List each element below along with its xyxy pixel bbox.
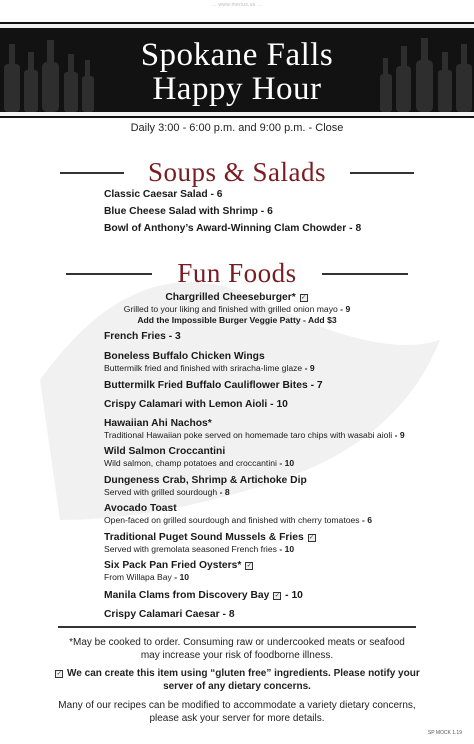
gf-line-2: server of any dietary concerns.	[163, 680, 311, 692]
item-name: Boneless Buffalo Chicken Wings	[104, 351, 265, 362]
list-item	[104, 474, 444, 498]
soups-list	[104, 188, 444, 240]
item-name: Hawaiian Ahi Nachos*	[104, 417, 212, 429]
item-description: Served with grilled sourdough - 8	[104, 486, 230, 497]
item-description: From Willapa Bay - 10	[104, 572, 190, 582]
list-item	[104, 559, 444, 583]
item-name: Crispy Calamari Caesar	[104, 608, 220, 620]
item-name: Blue Cheese Salad with Shrimp	[104, 206, 258, 217]
dietary-line-1: Many of our recipes can be modified to accommodate a variety dietary concerns,	[58, 700, 416, 711]
item-description: Buttermilk fried and finished with sriracha-lime glaze - 9	[104, 363, 315, 373]
list-item: Blue Cheese Salad with Shrimp - 6	[104, 206, 273, 217]
raw-food-disclaimer	[0, 637, 474, 662]
disclaimer-line-2: may increase your risk of foodborne illness.	[140, 649, 334, 661]
item-price: 9	[345, 304, 351, 314]
item-name: Manila Clams from Discovery Bay	[104, 589, 270, 601]
item-price: 8	[228, 608, 235, 620]
header-banner	[0, 24, 474, 116]
header-rule-right	[322, 273, 408, 275]
item-name: French Fries	[104, 331, 166, 342]
list-item: French Fries - 3	[104, 331, 181, 342]
item-price: 6	[216, 189, 223, 200]
title-line-2: Happy Hour	[152, 71, 322, 107]
happy-hour-schedule: Daily 3:00 - 6:00 p.m. and 9:00 p.m. - Close	[130, 122, 344, 134]
item-description: Grilled to your liking and finished with grilled onion mayo - 9	[123, 304, 351, 314]
list-item	[104, 350, 444, 374]
item-name: Six Pack Pan Fried Oysters*	[104, 560, 242, 571]
item-price: 9	[309, 363, 315, 373]
list-item: Buttermilk Fried Buffalo Cauliflower Bites - 7	[104, 379, 323, 391]
item-name: Dungeness Crab, Shrimp & Artichoke Dip	[104, 474, 307, 486]
item-price: 10	[284, 458, 295, 468]
list-item: Crispy Calamari with Lemon Aioli - 10	[104, 398, 288, 410]
item-price: 10	[276, 398, 288, 410]
checkbox-icon: ✓	[274, 592, 280, 599]
item-price: 10	[284, 543, 295, 554]
cheeseburger-item	[0, 291, 474, 325]
dietary-note	[0, 700, 474, 725]
gluten-free-note	[0, 668, 474, 693]
list-item: Manila Clams from Discovery Bay ✓ - 10	[104, 589, 303, 601]
item-price: 10	[291, 589, 303, 601]
item-name: Bowl of Anthony’s Award-Winning Clam Chowder	[104, 223, 347, 234]
item-price: 6	[367, 515, 373, 525]
item-price: 8	[355, 223, 362, 234]
item-addon: Add the Impossible Burger Veggie Patty - Add $3	[137, 314, 337, 325]
soups-section-header	[0, 157, 474, 187]
header-rule-right	[350, 172, 414, 174]
list-item	[104, 445, 444, 469]
list-item: Classic Caesar Salad - 6	[104, 189, 223, 200]
title-line-1: Spokane Falls	[140, 37, 334, 73]
item-name: Chargrilled Cheeseburger*	[165, 292, 296, 303]
checkbox-icon: ✓	[301, 295, 307, 301]
dietary-line-2: please ask your server for more details.	[149, 712, 325, 724]
list-item: Bowl of Anthony’s Award-Winning Clam Chowder - 8	[104, 223, 362, 234]
item-price: 10	[179, 572, 190, 582]
item-description: Wild salmon, champ potatoes and croccantini - 10	[104, 458, 295, 468]
soups-section-title: Soups & Salads	[147, 157, 327, 187]
item-price: 7	[316, 379, 323, 391]
fun-foods-list	[104, 330, 444, 626]
item-description: Served with gremolata seasoned French fries - 10	[104, 543, 295, 554]
mock-code: SP MOCK 1.19	[427, 730, 462, 736]
page-title	[0, 38, 474, 106]
list-item	[104, 417, 444, 441]
item-name: Crispy Calamari with Lemon Aioli	[104, 398, 268, 410]
item-description: Open-faced on grilled sourdough and finished with cherry tomatoes - 6	[104, 515, 373, 525]
checkbox-icon: ✓	[246, 563, 252, 569]
list-item	[104, 502, 444, 526]
checkbox-icon: ✓	[309, 534, 315, 541]
list-item: Crispy Calamari Caesar - 8	[104, 608, 235, 620]
item-description: Traditional Hawaiian poke served on homemade taro chips with wasabi aioli - 9	[104, 429, 405, 440]
item-name: Wild Salmon Croccantini	[104, 446, 226, 457]
fun-foods-section-title: Fun Foods	[177, 258, 297, 288]
item-name: Classic Caesar Salad	[104, 189, 208, 200]
fun-foods-section-header	[0, 258, 474, 288]
item-price: 3	[175, 331, 181, 342]
checkbox-icon: ✓	[56, 671, 62, 677]
list-item	[104, 531, 444, 555]
gf-line-1: We can create this item using “gluten free” ingredients. Please notify your	[67, 668, 420, 679]
item-name: Avocado Toast	[104, 503, 177, 514]
item-price: 8	[224, 486, 230, 497]
item-name: Traditional Puget Sound Mussels & Fries	[104, 531, 304, 543]
top-url: ... www.menus.us ...	[211, 2, 263, 8]
footer-divider	[58, 626, 416, 628]
item-name: Buttermilk Fried Buffalo Cauliflower Bites	[104, 379, 308, 391]
disclaimer-line-1: *May be cooked to order. Consuming raw or undercooked meats or seafood	[69, 637, 405, 648]
item-price: 6	[267, 206, 273, 217]
item-price: 9	[399, 429, 405, 440]
